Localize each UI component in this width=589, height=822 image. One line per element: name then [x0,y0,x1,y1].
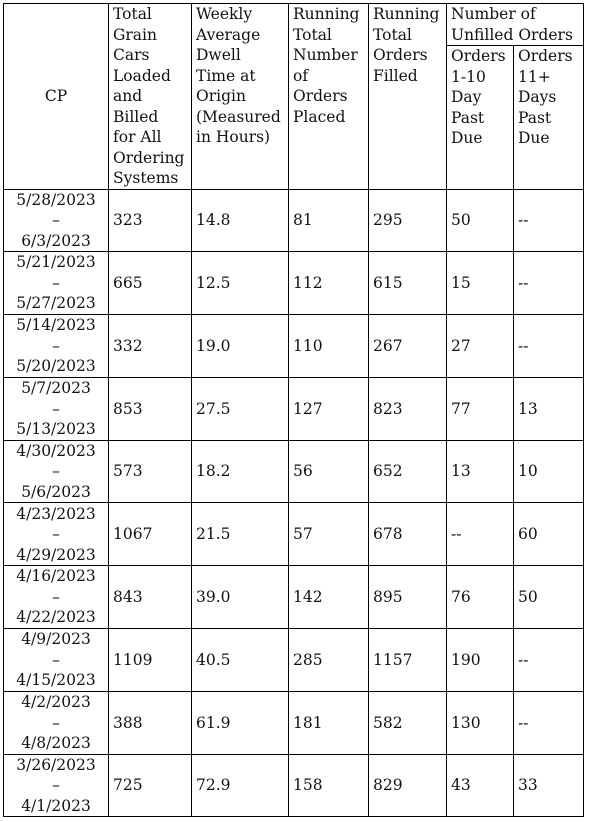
due-11-plus-cell: -- [514,189,584,252]
table-row [4,566,584,629]
table-row [4,629,584,692]
due-1-10-cell: 13 [447,440,514,503]
cars-cell: 665 [109,252,192,315]
placed-cell: 81 [289,189,369,252]
cp-cell: 5/7/2023 – 5/13/2023 [4,377,109,440]
header-orders-filled: Running Total Orders Filled [369,4,447,190]
filled-cell: 652 [369,440,447,503]
due-1-10-cell: 50 [447,189,514,252]
header-total-grain-cars: Total Grain Cars Loaded and Billed for All Ordering Systems [109,4,192,190]
placed-cell: 285 [289,629,369,692]
cars-cell: 1067 [109,503,192,566]
placed-cell: 181 [289,691,369,754]
header-unfilled-orders: Number of Unfilled Orders [447,4,584,46]
due-11-plus-cell: -- [514,315,584,378]
cp-cell: 5/28/2023 – 6/3/2023 [4,189,109,252]
placed-cell: 127 [289,377,369,440]
filled-cell: 582 [369,691,447,754]
table-row [4,377,584,440]
dwell-cell: 12.5 [192,252,289,315]
filled-cell: 678 [369,503,447,566]
cp-cell: 4/30/2023 – 5/6/2023 [4,440,109,503]
header-orders-placed: Running Total Number of Orders Placed [289,4,369,190]
dwell-cell: 61.9 [192,691,289,754]
cp-cell: 4/2/2023 – 4/8/2023 [4,691,109,754]
dwell-cell: 19.0 [192,315,289,378]
dwell-cell: 39.0 [192,566,289,629]
table-row [4,440,584,503]
cp-cell: 4/16/2023 – 4/22/2023 [4,566,109,629]
due-11-plus-cell: 50 [514,566,584,629]
placed-cell: 110 [289,315,369,378]
placed-cell: 56 [289,440,369,503]
cars-cell: 332 [109,315,192,378]
due-1-10-cell: 76 [447,566,514,629]
dwell-cell: 18.2 [192,440,289,503]
due-1-10-cell: 130 [447,691,514,754]
table-row [4,315,584,378]
filled-cell: 615 [369,252,447,315]
filled-cell: 895 [369,566,447,629]
cars-cell: 573 [109,440,192,503]
dwell-cell: 14.8 [192,189,289,252]
due-1-10-cell: 190 [447,629,514,692]
header-cp: CP [4,4,109,190]
due-1-10-cell: -- [447,503,514,566]
cp-cell: 5/14/2023 – 5/20/2023 [4,315,109,378]
due-11-plus-cell: -- [514,691,584,754]
placed-cell: 57 [289,503,369,566]
due-11-plus-cell: 33 [514,754,584,817]
filled-cell: 1157 [369,629,447,692]
due-11-plus-cell: -- [514,629,584,692]
due-11-plus-cell: 13 [514,377,584,440]
filled-cell: 267 [369,315,447,378]
cp-cell: 4/23/2023 – 4/29/2023 [4,503,109,566]
cp-cell: 4/9/2023 – 4/15/2023 [4,629,109,692]
due-1-10-cell: 77 [447,377,514,440]
cars-cell: 853 [109,377,192,440]
cp-cell: 3/26/2023 – 4/1/2023 [4,754,109,817]
placed-cell: 158 [289,754,369,817]
due-1-10-cell: 43 [447,754,514,817]
table-row [4,189,584,252]
due-1-10-cell: 27 [447,315,514,378]
table-row [4,252,584,315]
due-11-plus-cell: 60 [514,503,584,566]
table-row [4,691,584,754]
placed-cell: 112 [289,252,369,315]
grain-car-table [3,3,584,817]
cars-cell: 1109 [109,629,192,692]
cars-cell: 388 [109,691,192,754]
cars-cell: 843 [109,566,192,629]
header-weekly-dwell: Weekly Average Dwell Time at Origin (Measured in Hours) [192,4,289,190]
header-orders-1-10-days: Orders 1-10 Day Past Due [447,46,514,190]
filled-cell: 295 [369,189,447,252]
dwell-cell: 72.9 [192,754,289,817]
cp-cell: 5/21/2023 – 5/27/2023 [4,252,109,315]
dwell-cell: 21.5 [192,503,289,566]
table-row [4,754,584,817]
dwell-cell: 40.5 [192,629,289,692]
filled-cell: 829 [369,754,447,817]
filled-cell: 823 [369,377,447,440]
cars-cell: 323 [109,189,192,252]
due-1-10-cell: 15 [447,252,514,315]
dwell-cell: 27.5 [192,377,289,440]
header-orders-11-plus-days: Orders 11+ Days Past Due [514,46,584,190]
due-11-plus-cell: 10 [514,440,584,503]
table-row [4,503,584,566]
due-11-plus-cell: -- [514,252,584,315]
cars-cell: 725 [109,754,192,817]
placed-cell: 142 [289,566,369,629]
